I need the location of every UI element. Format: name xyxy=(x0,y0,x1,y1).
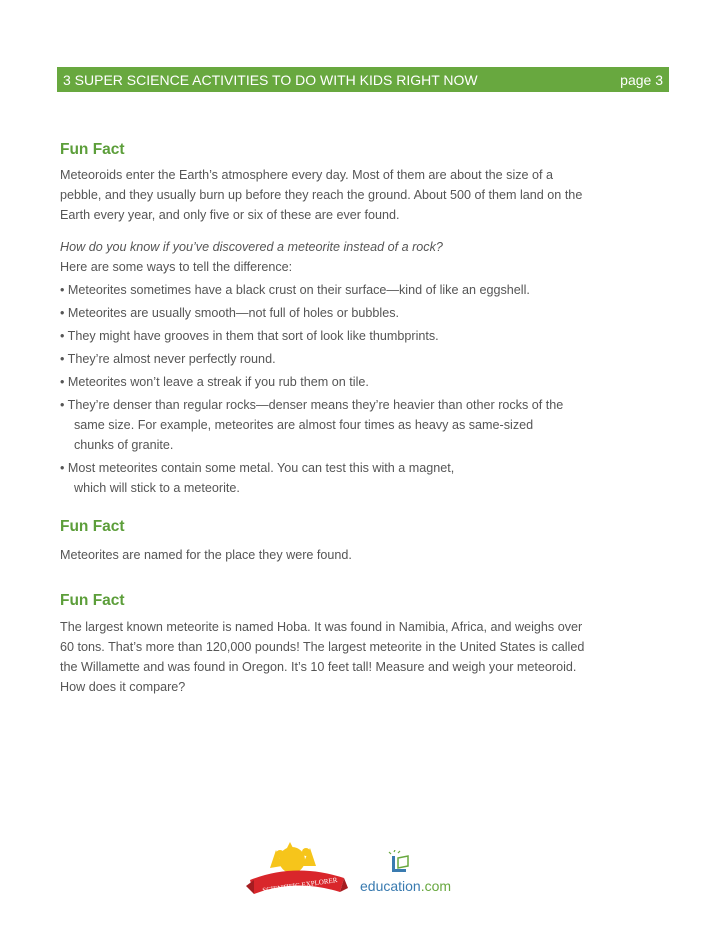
footer-logos xyxy=(240,840,480,900)
paragraph-line: Earth every year, and only five or six of these are ever found. xyxy=(60,208,400,222)
fun-fact-section-1 xyxy=(60,140,660,501)
education-wordmark-main: education xyxy=(360,878,421,894)
education-com-wordmark xyxy=(360,878,451,894)
list-item: • They’re almost never perfectly round. xyxy=(60,352,276,366)
intro-text: Here are some ways to tell the difference: xyxy=(60,260,293,274)
list-line: chunks of granite. xyxy=(74,438,174,452)
list-line: • They’re denser than regular rocks—denser means they’re heavier than other rocks of the xyxy=(60,398,564,412)
page-number: page 3 xyxy=(620,71,663,88)
list-item: • Meteorites are usually smooth—not full of holes or bubbles. xyxy=(60,306,400,320)
paragraph-line: Meteoroids enter the Earth’s atmosphere every day. Most of them are about the size of a xyxy=(60,168,554,182)
paragraph-line: How does it compare? xyxy=(60,680,186,694)
list-line: same size. For example, meteorites are almost four times as heavy as same-sized xyxy=(74,418,534,432)
scientific-explorer-text: SCIENTIFIC EXPLORER xyxy=(261,876,338,895)
list-item xyxy=(60,458,660,498)
list-line: • Most meteorites contain some metal. You can test this with a magnet, xyxy=(60,461,455,475)
paragraph-line: pebble, and they usually burn up before they reach the ground. About 500 of them land on the xyxy=(60,188,583,202)
fun-fact-heading: Fun Fact xyxy=(60,141,125,158)
list-item: • Meteorites sometimes have a black crust on their surface—kind of like an eggshell. xyxy=(60,283,530,297)
paragraph-line: The largest known meteorite is named Hoba. It was found in Namibia, Africa, and weighs over xyxy=(60,620,583,634)
list-item xyxy=(60,395,660,455)
scientific-explorer-logo xyxy=(240,840,350,898)
education-wordmark-suffix: .com xyxy=(420,878,452,894)
fun-fact-section-3 xyxy=(60,591,660,697)
fun-fact-heading: Fun Fact xyxy=(60,592,125,609)
paragraph-line: the Willamette and was found in Oregon. It’s 10 feet tall! Measure and weigh your meteoroid. xyxy=(60,660,577,674)
question-text: How do you know if you’ve discovered a meteorite instead of a rock? xyxy=(60,240,443,254)
book-icon xyxy=(388,850,412,876)
list-item: • Meteorites won’t leave a streak if you rub them on tile. xyxy=(60,375,369,389)
paragraph-line: 60 tons. That’s more than 120,000 pounds! The largest meteorite in the United States is called xyxy=(60,640,585,654)
tips-list xyxy=(60,280,660,498)
list-item: • They might have grooves in them that sort of look like thumbprints. xyxy=(60,329,439,343)
fun-fact-heading: Fun Fact xyxy=(60,518,125,535)
fun-fact-section-2 xyxy=(60,517,660,565)
education-com-logo xyxy=(360,850,470,895)
header-bar xyxy=(57,67,669,92)
document-title: 3 SUPER SCIENCE ACTIVITIES TO DO WITH KIDS RIGHT NOW xyxy=(63,71,478,88)
list-line: which will stick to a meteorite. xyxy=(74,481,240,495)
fun-fact-text: Meteorites are named for the place they were found. xyxy=(60,548,352,562)
